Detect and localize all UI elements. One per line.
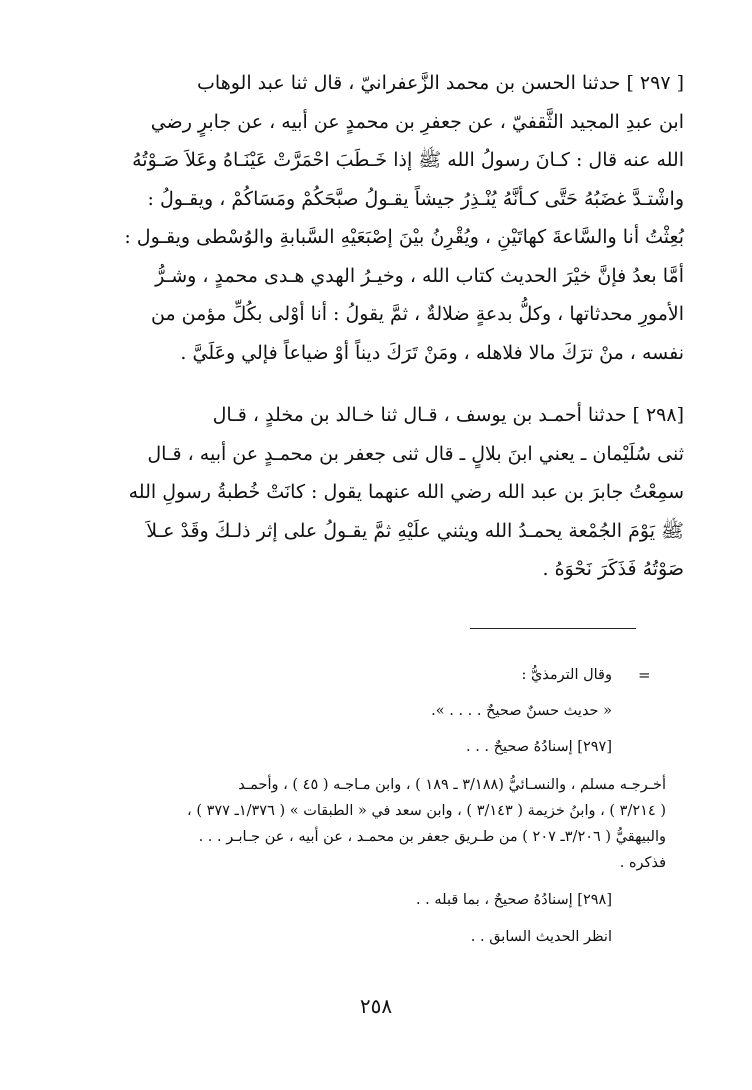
- text-line: ابن عبدِ المجيد الثَّقفيّ ، عن جعفرِ بن محمدٍ عن أبيه ، عن جابرٍ رضي: [150, 110, 684, 133]
- footnotes: [72, 656, 666, 954]
- text-line: [٢٩٨ ] حدثنا أحمـد بن يوسف ، قـال ثنا خـالد بن مخلدٍ ، قـال: [212, 404, 684, 426]
- footnote-298-label: [٢٩٨] إسنادُهُ صحيحٌ ، بما قبله . .: [415, 892, 612, 908]
- footnote-297-label: [٢٩٧] إسنادُهُ صحيحٌ . . .: [465, 739, 612, 755]
- main-text: [72, 64, 684, 589]
- footnote-divider: [470, 628, 636, 629]
- text-line: سمِعْتُ جابرَ بن عبد الله رضي الله عنهما يقول : كانَتْ خُطبةُ رسولِ الله: [128, 481, 684, 503]
- text-line: أمَّا بعدُ فإنَّ خيْرَ الحديث كتاب الله ، وخيـرُ الهدي هـدى محمدٍ ، وشـرُّ: [155, 264, 684, 287]
- hadith-298: [72, 396, 684, 589]
- takhrij-line: ( ٣/٢١٤ ) ، وابنُ خزيمة ( ٣/١٤٣ ) ، وابن سعد في « الطبقات » ( ١/٣٧٦ـ ٣٧٧ ) ،: [187, 803, 666, 819]
- text-line: [ ٢٩٧ ] حدثنا الحسن بن محمد الزَّعفرانيّ ، قال ثنا عبد الوهاب: [197, 72, 684, 94]
- text-line: الأمورِ محدثاتها ، وكلُّ بدعةٍ ضلالةٌ ، ثمَّ يقولُ : أنا أوْلى بكُلِّ مؤمن من: [150, 303, 684, 325]
- text-line: ثنى سُلَيْمان ـ يعني ابنَ بلالٍ ـ قال ثنى جعفر بن محمـدٍ عن أبيه ، قـال: [147, 442, 684, 465]
- hadith-297: [72, 64, 684, 372]
- text-line: صَوْتُهُ فَذَكَرَ نَحْوَهُ .: [542, 558, 684, 580]
- page-number: ٢٥٨: [359, 994, 393, 1018]
- text-line: ﷺ يَوْمَ الجُمْعة يحمـدُ الله ويثني علَيْهِ ثمَّ يقـولُ على إثر ذلـكَ وقَدْ عـلاَ: [146, 519, 684, 542]
- footnote-see-previous: انظر الحديث السابق . .: [470, 929, 612, 945]
- footnote-quote: « حديث حسنٌ صحيحٌ . . . . ».: [431, 703, 612, 719]
- text-line: واشْتـدَّ غضَبُهُ حَتَّى كـأنَّهُ يُنْـذِرُ جيشاً يقـولُ صبَّحَكُمْ ومَسَاكُمْ ، ويقـولُ :: [147, 187, 684, 210]
- takhrij-line: أخـرجـه مسلم ، والنسـائيُّ (٣/١٨٨ ـ ١٨٩ ) ، وابن مـاجـه ( ٤٥ ) ، وأحمـد: [238, 777, 666, 793]
- text-line: الله عنه قال : كـانَ رسولُ الله ﷺ إذا خَـطَبَ احْمَرَّتْ عَيْنَـاهُ وعَلاَ صَـوْتُهُ: [132, 149, 684, 171]
- footnote-tirmidhi: وقال الترمذيُّ :: [521, 667, 612, 683]
- takhrij-line: والبيهقيُّ ( ٣/٢٠٦ـ ٢٠٧ ) من طـريق جعفر بن محمـد ، عن أبيه ، عن جـابـر . . .: [198, 829, 666, 845]
- text-line: نفسه ، منْ ترَكَ مالا فلاهله ، ومَنْ تَرَكَ ديناً أوْ ضياعاً فإلي وعَلَيَّ .: [180, 341, 684, 364]
- takhrij-line: فذكره .: [619, 855, 666, 871]
- text-line: بُعِثْتُ أنا والسَّاعةَ كهاتَيْنِ ، ويُقْرِنُ بيْنَ إصْبَعَيْهِ السَّبابةِ والوُسْطى ويقـول :: [124, 226, 684, 248]
- continuation-mark: =: [638, 666, 651, 684]
